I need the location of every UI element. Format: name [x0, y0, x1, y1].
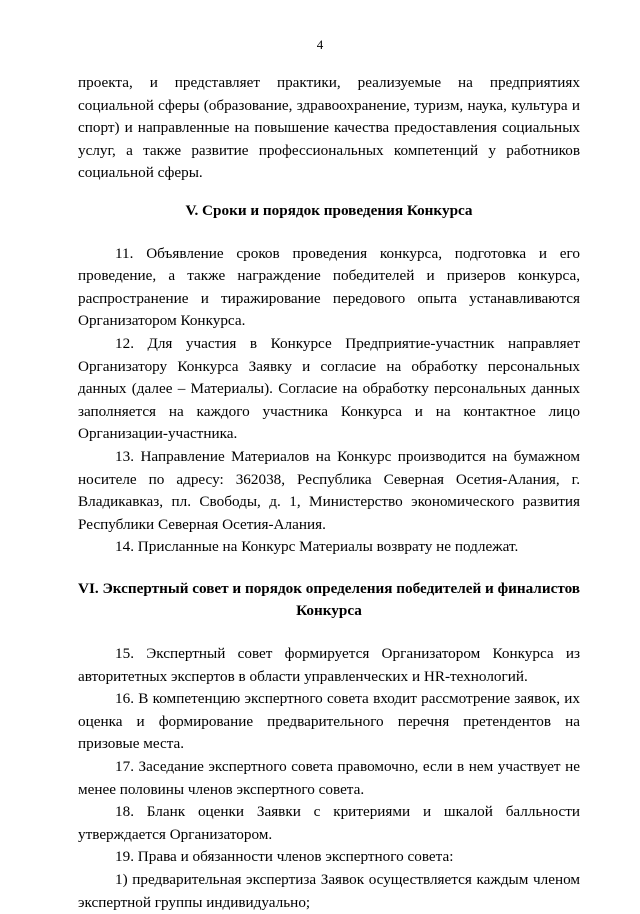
- section-6-body: [78, 643, 580, 914]
- paragraph-15: 15. Экспертный совет формируется Организатором Конкурса из авторитетных экспертов в области управленческих и HR-технологий.: [78, 645, 580, 685]
- section-6-heading: [78, 578, 580, 623]
- paragraph-11: 11. Объявление сроков проведения конкурса, подготовка и его проведение, а также награждение победителей и призеров конкурса, распространение и тиражирование передового опыта устанавливаются Организатором Конкурса.: [78, 244, 580, 330]
- document-body: [78, 72, 580, 914]
- section-6-heading-line-2: Конкурса: [296, 602, 362, 620]
- paragraph-19: 19. Права и обязанности членов экспертного совета:: [115, 848, 454, 866]
- paragraph-13: 13. Направление Материалов на Конкурс производится на бумажном носителе по адресу: 362038, Республика Северная Осетия-Алания, г. Владикавказ, пл. Свободы, д. 1, Министерство экономического развития Республики Северная Осетия-Алания.: [78, 447, 580, 533]
- section-5-body: [78, 243, 580, 559]
- paragraph-14: 14. Присланные на Конкурс Материалы возврату не подлежат.: [115, 538, 519, 556]
- intro-paragraph: проекта, и представляет практики, реализуемые на предприятиях социальной сферы (образование, здравоохранение, туризм, наука, культура и спорт) и направленные на повышение качества предоставления социальных услуг, а также развитие профессиональных компетенций у работников социальной сферы.: [78, 74, 580, 182]
- section-6-heading-line-1: VI. Экспертный совет и порядок определения победителей и финалистов: [78, 579, 581, 597]
- paragraph-12: 12. Для участия в Конкурсе Предприятие-участник направляет Организатору Конкурса Заявку и согласие на обработку персональных данных (далее – Материалы). Согласие на обработку персональных данных заполняется на каждого участника Конкурса и на контактное лицо Организации-участника.: [78, 334, 580, 443]
- paragraph-18: 18. Бланк оценки Заявки с критериями и шкалой балльности утверждается Организатором.: [78, 803, 580, 843]
- section-5-heading: V. Сроки и порядок проведения Конкурса: [185, 201, 473, 219]
- page-number: 4: [316, 37, 324, 52]
- paragraph-19-item-1: 1) предварительная экспертиза Заявок осуществляется каждым членом экспертной группы индивидуально;: [78, 871, 580, 911]
- paragraph-16: 16. В компетенцию экспертного совета входит рассмотрение заявок, их оценка и формирование предварительного перечня претендентов на призовые места.: [78, 690, 580, 753]
- paragraph-17: 17. Заседание экспертного совета правомочно, если в нем участвует не менее половины членов экспертного совета.: [78, 758, 580, 798]
